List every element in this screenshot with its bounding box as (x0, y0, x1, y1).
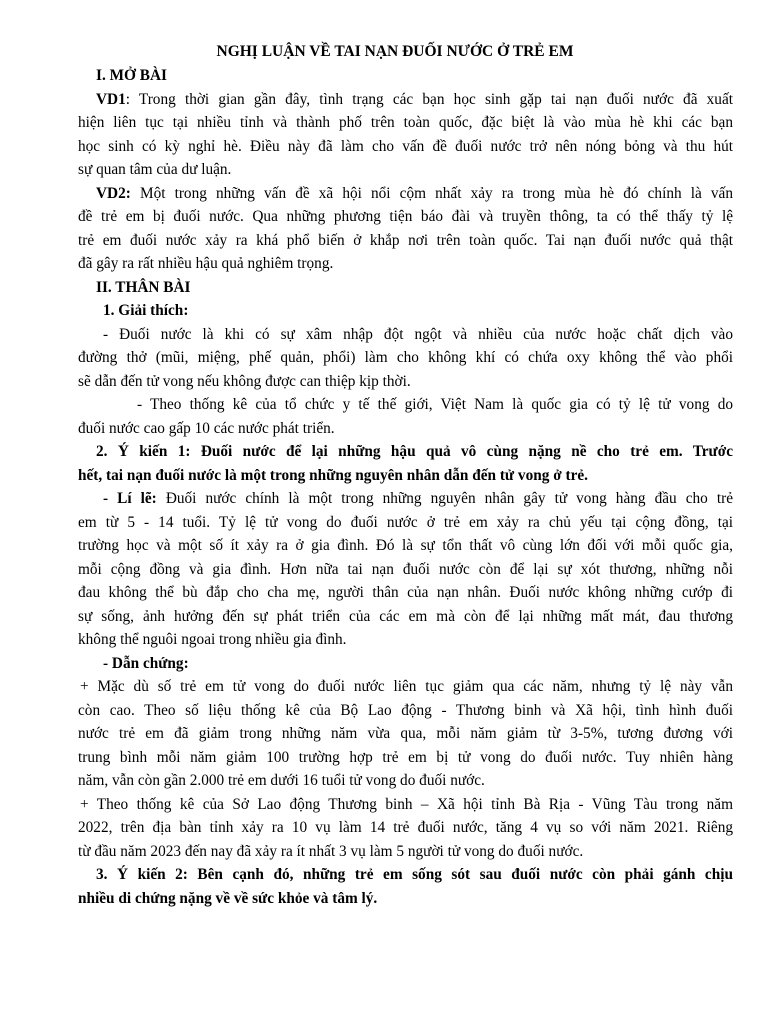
y-kien-1-heading-line-2: hết, tai nạn đuối nước là một trong những nguyên nhân dẫn đến tử vong ở trẻ. (78, 466, 589, 484)
dan-chung-label: - Dẫn chứng: (103, 654, 189, 672)
giai-thich-p1-line-1: - Đuối nước là khi có sự xâm nhập đột ngột và nhiều của nước hoặc chất dịch vào (103, 325, 733, 343)
y-kien-1-heading-line-1: 2. Ý kiến 1: Đuối nước để lại những hậu quả vô cùng nặng nề cho trẻ em. Trước (96, 443, 733, 460)
li-le-line-3: trường học và một số ít xảy ra ở gia đình. Đó là sự tổn thất vô cùng lớn đối với mỗi quốc gia, (78, 537, 733, 554)
paragraph-vd1-line-1 (82, 88, 733, 112)
dan-chung-1-line-4: trung bình mỗi năm giảm 100 trường hợp trẻ em bị tử vong do đuối nước. Tuy nhiên hàng (78, 748, 733, 766)
li-le-text-1: Đuối nước chính là một trong những nguyên nhân gây tử vong hàng đầu cho trẻ (156, 490, 733, 507)
li-le-line-7: không thể nguôi ngoai trong nhiều gia đình. (78, 631, 347, 648)
dan-chung-2-line-1: + Theo thống kê của Sở Lao động Thương binh – Xã hội tỉnh Bà Rịa - Vũng Tàu trong năm (80, 795, 733, 813)
paragraph-vd1-line-2: hiện liên tục tại nhiều tỉnh và thành phố trên toàn quốc, đặc biệt là vào mùa hè khi các bạn (78, 114, 733, 131)
subheading-giai-thich: 1. Giải thích: (103, 302, 189, 319)
document-title: NGHỊ LUẬN VỀ TAI NẠN ĐUỐI NƯỚC Ở TRẺ EM (216, 43, 574, 60)
li-le-line-5: đau không thể bù đắp cho cha mẹ, người thân của nạn nhân. Đuối nước không những cướp đi (78, 584, 733, 601)
li-le-line-1 (82, 487, 733, 511)
giai-thich-p2-line-2: đuối nước cao gấp 10 các nước phát triển. (78, 419, 335, 437)
giai-thich-p1-line-3: sẽ dẫn đến tử vong nếu không được can thiệp kịp thời. (78, 372, 411, 390)
dan-chung-2-line-3: từ đầu năm 2023 đến nay đã xảy ra ít nhất 3 vụ làm 5 người tử vong do đuối nước. (78, 842, 584, 860)
paragraph-vd2-line-3: trẻ em đuối nước xảy ra khá phổ biến ở khắp nơi trên toàn quốc. Tai nạn đuối nước quả thật (78, 231, 733, 249)
vd1-text-1: : Trong thời gian gần đây, tình trạng các bạn học sinh gặp tai nạn đuối nước đã xuất (125, 90, 733, 108)
dan-chung-1-line-1: + Mặc dù số trẻ em tử vong do đuối nước liên tục giảm qua các năm, nhưng tỷ lệ này vẫn (80, 678, 733, 695)
dan-chung-1-line-5: năm, vẫn còn gần 2.000 trẻ em dưới 16 tuổi tử vong do đuối nước. (78, 772, 485, 789)
vd2-label: VD2: (96, 184, 131, 202)
paragraph-vd1-line-3: học sinh có kỳ nghỉ hè. Điều này đã làm cho vấn đề đuối nước trở nên nóng bỏng và thu hút (78, 137, 733, 155)
giai-thich-p1-line-2: đường thở (mũi, miệng, phế quản, phổi) làm cho không khí có chứa oxy không thể vào phổi (78, 349, 733, 366)
section-heading-than-bai: II. THÂN BÀI (96, 278, 191, 296)
vd2-text-1: Một trong những vấn đề xã hội nổi cộm nhất xảy ra trong mùa hè đó chính là vấn (130, 184, 733, 202)
li-le-line-4: mỗi cộng đồng và gia đình. Hơn nữa tai nạn đuối nước còn để lại sự xót thương, những nỗi (78, 560, 733, 578)
li-le-label: - Lí lẽ: (103, 490, 157, 507)
paragraph-vd2-line-2: đề trẻ em bị đuối nước. Qua những phương tiện báo đài và truyền thông, ta có thể thấy tỷ lệ (78, 208, 733, 225)
dan-chung-2-line-2: 2022, trên địa bàn tỉnh xảy ra 10 vụ làm 14 trẻ đuối nước, tăng 4 vụ so với năm 2021. Riêng (78, 819, 733, 836)
dan-chung-1-line-2: còn cao. Theo số liệu thống kê của Bộ Lao động - Thương binh và Xã hội, tình hình đuối (78, 701, 733, 719)
paragraph-vd2-line-4: đã gây ra rất nhiều hậu quả nghiêm trọng. (78, 255, 334, 272)
li-le-line-6: sự sống, ảnh hưởng đến sự phát triển của các em mà còn để lại những mất mát, đau thương (78, 607, 733, 625)
y-kien-2-heading-line-2: nhiều di chứng nặng về về sức khỏe và tâm lý. (78, 889, 378, 907)
vd1-label: VD1 (96, 90, 126, 108)
li-le-line-2: em từ 5 - 14 tuổi. Tỷ lệ tử vong do đuối nước ở trẻ em xảy ra chủ yếu tại cộng đồng, tại (78, 513, 733, 531)
paragraph-vd2-line-1 (82, 182, 733, 206)
paragraph-vd1-line-4: sự quan tâm của dư luận. (78, 161, 232, 178)
giai-thich-p2-line-1: - Theo thống kê của tổ chức y tế thế giới, Việt Nam là quốc gia có tỷ lệ tử vong do (137, 396, 733, 413)
dan-chung-1-line-3: nước trẻ em đã giảm trong những năm vừa qua, mỗi năm giảm từ 3-5%, tương đương với (78, 725, 733, 742)
y-kien-2-heading-line-1: 3. Ý kiến 2: Bên cạnh đó, những trẻ em sống sót sau đuối nước còn phải gánh chịu (96, 866, 733, 883)
section-heading-mo-bai: I. MỞ BÀI (96, 67, 167, 84)
